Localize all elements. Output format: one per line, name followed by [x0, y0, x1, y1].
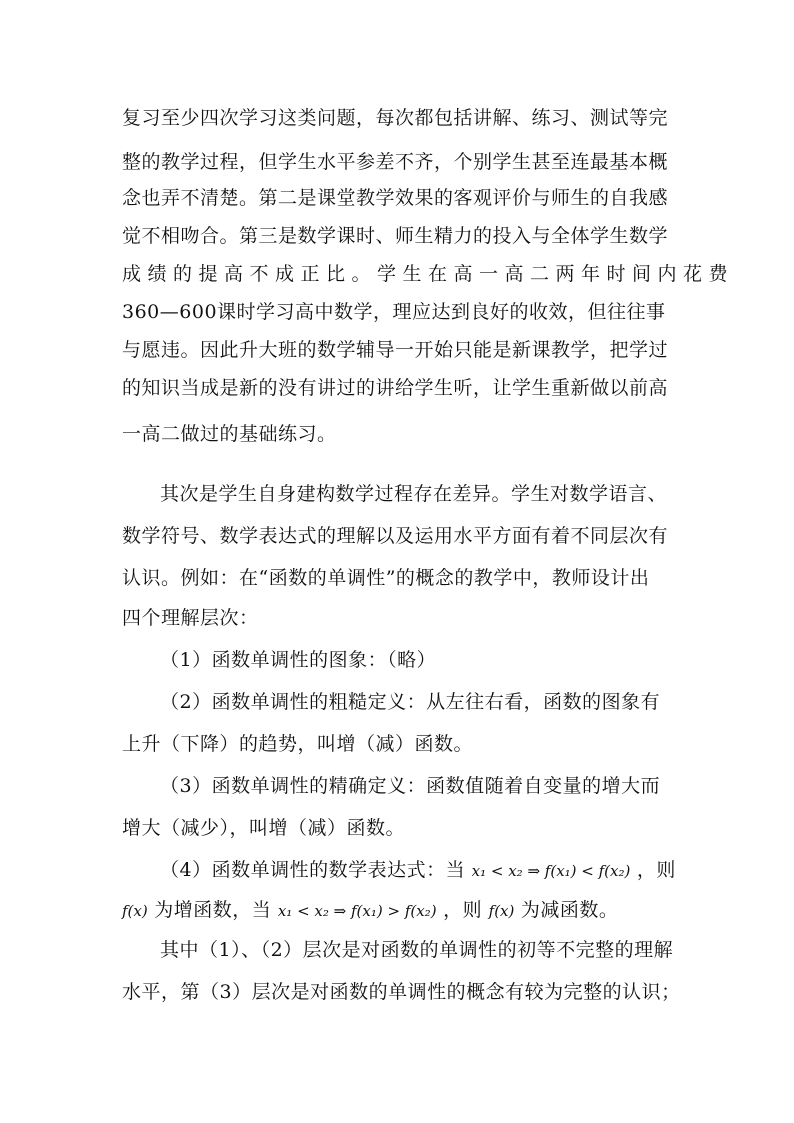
paragraph-line: 复习至少四次学习这类问题，每次都包括讲解、练习、测试等完: [122, 107, 669, 129]
paragraph-line: 上升（下降）的趋势，叫增（减）函数。: [122, 733, 474, 755]
paragraph-line: 认识。例如：在“函数的单调性”的概念的教学中，教师设计出: [122, 567, 650, 589]
inequality-formula: x₁ < x₂ ⇒ f(x₁) < f(x₂): [471, 862, 631, 880]
list-item-2: （2）函数单调性的粗糙定义：从左往右看，函数的图象有: [160, 691, 661, 713]
paragraph-line: 数学符号、数学表达式的理解以及运用水平方面有着不同层次有: [122, 525, 669, 547]
text-fragment: 为减函数。: [520, 899, 619, 921]
text-fragment: ，则: [443, 899, 483, 921]
paragraph-line: 与愿违。因此升大班的数学辅导一开始只能是新课教学，把学过: [122, 339, 669, 361]
paragraph-line: 成绩的提高不成正比。学生在高一高二两年时间内花费: [122, 263, 735, 285]
paragraph-line: 360—600课时学习高中数学，理应达到良好的收效，但往往事: [122, 301, 666, 323]
list-item-1: （1）函数单调性的图象：（略）: [160, 649, 437, 671]
paragraph-line: 四个理解层次：: [122, 607, 259, 629]
function-symbol: f(x): [488, 902, 515, 920]
paragraph-line: 觉不相吻合。第三是数学课时、师生精力的投入与全体学生数学: [122, 225, 669, 247]
paragraph-line: 其次是学生自身建构数学过程存在差异。学生对数学语言、: [160, 483, 668, 505]
list-item-4-suffix: ，则: [636, 859, 676, 881]
function-symbol: f(x): [122, 902, 148, 920]
paragraph-line: 的知识当成是新的没有讲过的讲给学生听，让学生重新做以前高: [122, 377, 669, 399]
paragraph-line: 念也弄不清楚。第二是课堂教学效果的客观评价与师生的自我感: [122, 187, 669, 209]
paragraph-line: 其中（1）、（2）层次是对函数的单调性的初等不完整的理解: [160, 939, 674, 961]
paragraph-line: 一高二做过的基础练习。: [122, 423, 337, 445]
list-item-4: [160, 854, 677, 886]
paragraph-line: 增大（减少），叫增（减）函数。: [122, 817, 406, 839]
inequality-formula: x₁ < x₂ ⇒ f(x₁) > f(x₂): [277, 902, 437, 920]
list-item-3: （3）函数单调性的精确定义：函数值随着自变量的增大而: [160, 775, 661, 797]
text-fragment: 为增函数，当: [154, 899, 272, 921]
paragraph-line: [122, 894, 677, 926]
paragraph-line: 水平，第（3）层次是对函数的单调性的概念有较为完整的认识；: [122, 981, 681, 1003]
paragraph-line: 整的教学过程，但学生水平参差不齐，个别学生甚至连最基本概: [122, 151, 669, 173]
list-item-4-text: （4）函数单调性的数学表达式：当: [160, 859, 466, 881]
